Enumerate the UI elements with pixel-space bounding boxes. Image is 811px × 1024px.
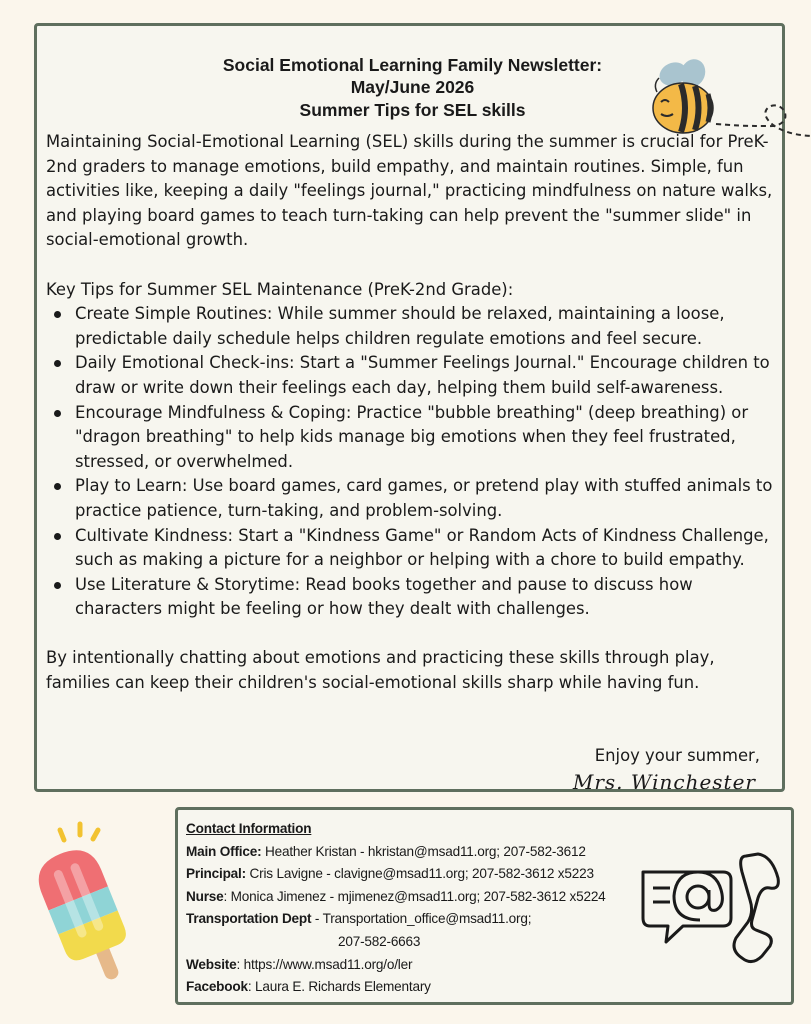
transportation-row: Transportation Dept - Transportation_office@msad11.org; xyxy=(186,911,532,927)
list-item: Play to Learn: Use board games, card games, or pretend play with stuffed animals to practice patience, turn-taking, and problem-solving. xyxy=(75,474,776,523)
tips-list xyxy=(46,302,776,622)
contact-list xyxy=(186,818,606,999)
newsletter-subtitle: Summer Tips for SEL skills xyxy=(299,100,526,120)
facebook-row: Facebook: Laura E. Richards Elementary xyxy=(186,979,431,995)
list-item: Create Simple Routines: While summer should be relaxed, maintaining a loose, predictable daily schedule helps children regulate emotions and feel secure. xyxy=(75,302,776,351)
tips-heading: Key Tips for Summer SEL Maintenance (PreK-2nd Grade): xyxy=(46,279,514,299)
newsletter-panel xyxy=(34,23,785,792)
list-item: Cultivate Kindness: Start a "Kindness Game" or Random Acts of Kindness Challenge, such as making a picture for a neighbor or helping with a chore to build empathy. xyxy=(75,524,776,573)
contact-heading: Contact Information xyxy=(186,821,312,836)
list-item: Encourage Mindfulness & Coping: Practice "bubble breathing" (deep breathing) or "dragon breathing" to help kids manage big emotions when they feel frustrated, stressed, or overwhelmed. xyxy=(75,401,776,475)
list-item: Daily Emotional Check-ins: Start a "Summer Feelings Journal." Encourage children to draw or write down their feelings each day, helping them build self-awareness. xyxy=(75,351,776,400)
email-phone-icon xyxy=(638,850,788,974)
newsletter-title: Social Emotional Learning Family Newsletter: xyxy=(222,55,603,75)
intro-paragraph: Maintaining Social-Emotional Learning (SEL) skills during the summer is crucial for PreK-2nd graders to manage emotions, build empathy, and maintain routines. Simple, fun activities like, keeping a daily "feelings journal," practicing mindfulness on nature walks, and playing board games to teach turn-taking can help prevent the "summer slide" in social-emotional growth. xyxy=(46,132,773,250)
newsletter-date: May/June 2026 xyxy=(350,77,475,97)
principal-row: Principal: Cris Lavigne - clavigne@msad11.org; 207-582-3612 x5223 xyxy=(186,866,594,882)
signature: Mrs. Winchester xyxy=(572,770,756,794)
contact-panel xyxy=(175,807,794,1005)
nurse-row: Nurse: Monica Jimenez - mjimenez@msad11.org; 207-582-3612 x5224 xyxy=(186,888,606,904)
website-row: Website: https://www.msad11.org/o/ler xyxy=(186,956,413,972)
conclusion-paragraph: By intentionally chatting about emotions and practicing these skills through play, families can keep their children's social-emotional skills sharp while having fun. xyxy=(46,648,715,693)
main-office-row: Main Office: Heather Kristan - hkristan@msad11.org; 207-582-3612 xyxy=(186,843,586,859)
popsicle-icon xyxy=(22,818,152,992)
list-item: Use Literature & Storytime: Read books together and pause to discuss how characters might be feeling or how they dealt with challenges. xyxy=(75,573,776,622)
closing-text: Enjoy your summer, xyxy=(594,746,760,765)
transportation-phone: 207-582-6663 xyxy=(338,933,421,949)
newsletter-body xyxy=(46,130,776,696)
